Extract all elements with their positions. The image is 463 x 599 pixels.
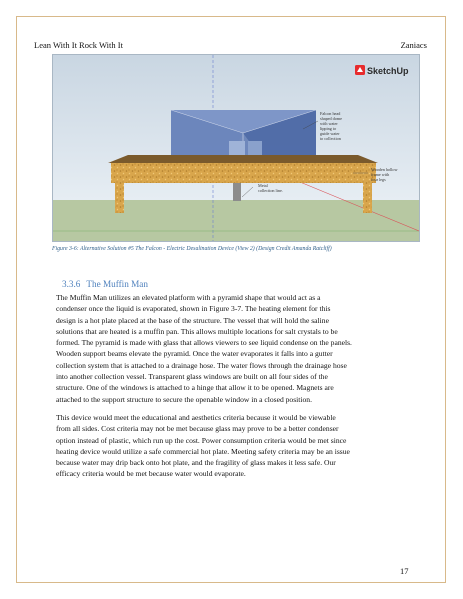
section-title: The Muffin Man [86, 279, 148, 289]
text-line: This device would meet the educational and aesthetics criteria because it would be viewable [56, 413, 336, 422]
svg-text:Falcon head: Falcon head [320, 111, 341, 116]
text-line: option instead of plastic, which run up the cost. Power consumption criteria would be met since [56, 435, 347, 445]
svg-text:to collection: to collection [320, 136, 341, 141]
section-heading [62, 279, 148, 289]
svg-text:four legs: four legs [371, 177, 386, 182]
page-number: 17 [400, 566, 409, 576]
text-line: condenser once the liquid is evaporated, shown in Figure 3-7. The heating element for this [56, 304, 331, 314]
text-line: efficacy criteria would be met because water would evaporate. [56, 469, 246, 479]
svg-text:SketchUp: SketchUp [367, 66, 409, 76]
body-paragraph-2 [56, 412, 422, 480]
text-line: heating device would utilize a safe commercial hot plate. Meeting safety criteria may be an issue [56, 446, 350, 456]
text-line: from all sides. Cost criteria may not be met because glass may prove to be a better condenser [56, 424, 339, 434]
text-line: formed. The pyramid is made with glass that allows viewers to see liquid condense on the panels. [56, 338, 352, 348]
svg-text:shaped dome: shaped dome [320, 116, 342, 121]
figure-sketchup-render [52, 54, 420, 242]
text-line: because water may drip back onto hot plate, and the fragility of glass makes it less safe. Our [56, 458, 336, 468]
svg-text:lipping to: lipping to [320, 126, 337, 131]
glass-dome [171, 110, 316, 160]
body-paragraph-1 [56, 292, 422, 405]
text-line: Wooden support beams elevate the pyramid. Once the water evaporates it falls into a gutter [56, 349, 333, 359]
svg-text:frame with: frame with [371, 172, 390, 177]
text-line: design is a hot plate placed at the base of the structure. The vessel that will hold the saline [56, 315, 329, 325]
svg-text:collection line.: collection line. [258, 188, 283, 193]
svg-text:Wooden hollow: Wooden hollow [371, 167, 398, 172]
svg-text:Metal: Metal [258, 183, 268, 188]
figure-caption: Figure 3-6: Alternative Solution #5 The Falcon - Electric Desalination Device (View 2) (Design Credit Amanda Ratcliff) [52, 246, 332, 252]
header-team-name: Zaniacs [400, 40, 427, 50]
header-title: Lean With It Rock With It [34, 40, 123, 50]
text-line: attached to the support structure to secure the openable window in a closed position. [56, 394, 313, 404]
text-line: structure. One of the windows is attached to a hinge that allow it to be opened. Magnets are [56, 383, 334, 393]
text-line: into another collection vessel. Transparent glass windows are built on all four sides of the [56, 372, 328, 382]
text-line: solutions that are heated is a muffin pan. This allows multiple locations for salt crystals to be [56, 326, 338, 336]
text-line: collection system that is attached to a drainage hose. The water flows through the drainage hose [56, 360, 347, 370]
section-number: 3.3.6 [62, 279, 81, 289]
svg-text:with water: with water [320, 121, 338, 126]
text-line: The Muffin Man utilizes an elevated platform with a pyramid shape that would act as a [56, 293, 321, 302]
sketchup-logo [355, 65, 409, 76]
svg-text:guide water: guide water [320, 131, 340, 136]
